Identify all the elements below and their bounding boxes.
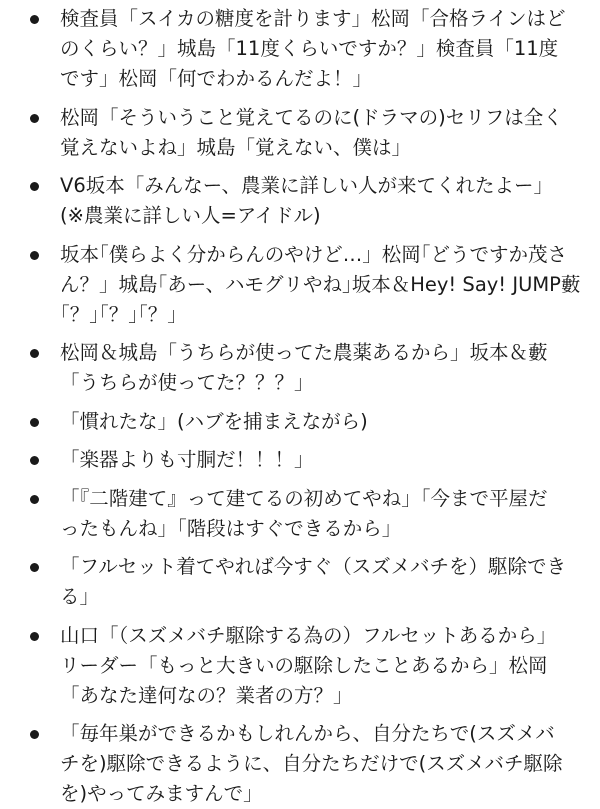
- bullet-icon: [30, 114, 39, 123]
- item-line: 「あなた達何なの？業者の方？」: [60, 683, 353, 707]
- item-line: 松岡「そういうこと覚えてるのに(ドラマの)セリフは全く: [60, 105, 563, 129]
- bullet-icon: [30, 15, 39, 24]
- list-item: [0, 407, 600, 437]
- list-item: [0, 719, 600, 809]
- list-item: [0, 552, 600, 612]
- list-item: [0, 445, 600, 475]
- bullet-icon: [30, 182, 39, 191]
- bullet-icon: [30, 495, 39, 504]
- item-line: ったもんね」「階段はすぐできるから」: [60, 516, 402, 540]
- item-line: る」: [60, 585, 100, 608]
- item-line: 検査員「スイカの糖度を計ります」松岡「合格ラインはど: [60, 7, 566, 30]
- bullet-icon: [30, 563, 39, 572]
- item-line: ん？」城島｢あー、ハモグリやね｣坂本＆Hey! Say! JUMP藪: [60, 272, 581, 296]
- item-line: 「毎年巣ができるかもしれんから、自分たちで(スズメバ: [60, 722, 555, 745]
- item-line: チを)駆除できるように、自分たちだけで(スズメバチ駆除: [60, 752, 563, 775]
- bullet-icon: [30, 349, 39, 358]
- bullet-icon: [30, 251, 39, 260]
- item-line: ｢？｣｢？｣｢？」: [60, 302, 187, 326]
- item-line: 坂本｢僕らよく分からんのやけど…」松岡｢どうですか茂さ: [60, 242, 568, 266]
- item-line: 松岡＆城島「うちらが使ってた農薬あるから」坂本＆藪: [60, 341, 548, 364]
- item-line: のくらい？」城島「11度くらいですか？」検査員「11度: [60, 37, 559, 60]
- bullet-icon: [30, 730, 39, 739]
- list-item: [0, 338, 600, 398]
- item-line: (※農業に詳しい人=アイドル): [60, 204, 321, 227]
- item-line: 「フルセット着てやれば今すぐ（スズメバチを）駆除でき: [60, 555, 567, 578]
- item-line: 「慣れたな」(ハブを捕まえながら): [60, 409, 368, 433]
- bullet-icon: [30, 456, 39, 465]
- item-line: 「うちらが使ってた？？？」: [60, 371, 314, 394]
- list-item: [0, 171, 600, 231]
- item-line: 山口「（スズメバチ駆除する為の）フルセットあるから」: [60, 623, 557, 647]
- bullet-list: [0, 4, 600, 809]
- item-line: V6坂本「みんなー、農業に詳しい人が来てくれたよー」: [60, 174, 553, 197]
- list-item: [0, 4, 600, 94]
- list-item: [0, 103, 600, 163]
- item-line: を)やってみますんで」: [60, 782, 263, 805]
- item-line: 「楽器よりも寸胴だ！！！」: [60, 448, 314, 471]
- list-item: [0, 240, 600, 330]
- item-line: 覚えないよね」城島「覚えない、僕は」: [60, 135, 412, 159]
- item-line: リーダー「もっと大きいの駆除したことあるから」松岡: [60, 653, 548, 677]
- item-line: です」松岡「何でわかるんだよ！」: [60, 67, 373, 90]
- bullet-icon: [30, 418, 39, 427]
- item-line: 「『二階建て』って建てるの初めてやね」「今まで平屋だ: [60, 486, 548, 510]
- list-item: [0, 621, 600, 711]
- bullet-icon: [30, 632, 39, 641]
- list-item: [0, 484, 600, 544]
